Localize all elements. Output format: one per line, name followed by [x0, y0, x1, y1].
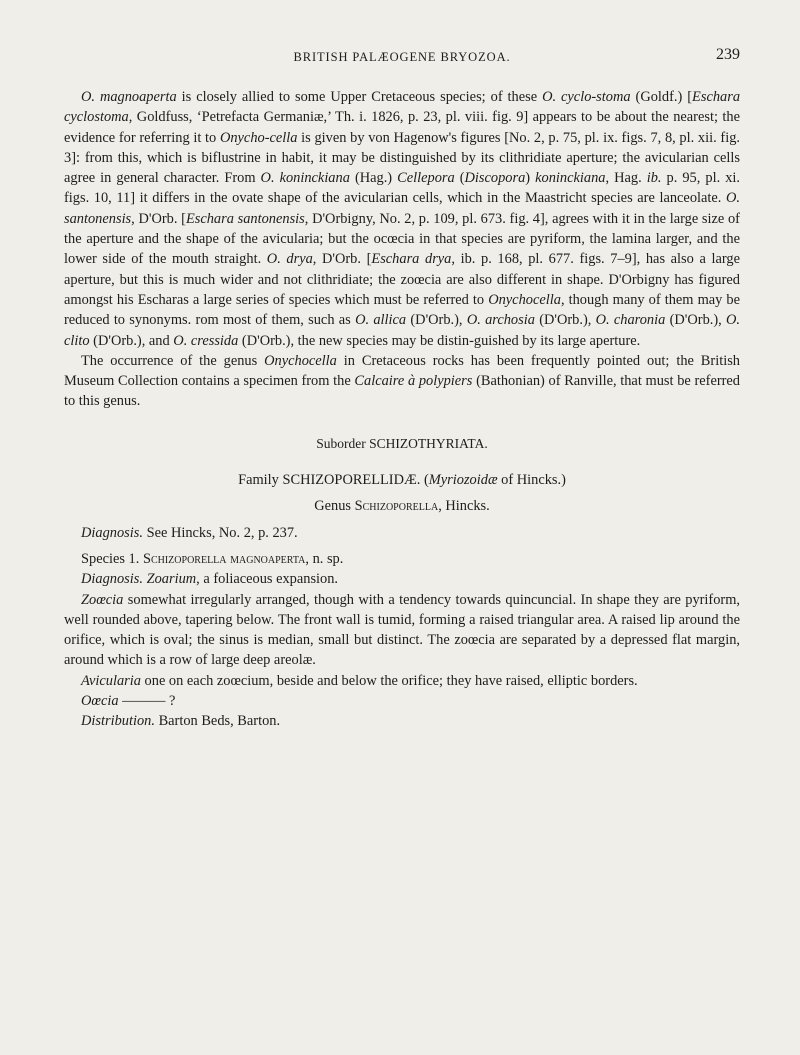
text-run: (D'Orb.), and: [89, 332, 174, 349]
avicularia-term: Avicularia: [81, 672, 141, 689]
taxon-name: O. clito: [64, 312, 741, 349]
page-number: 239: [716, 46, 740, 63]
text-run: (Goldf.) [: [630, 89, 693, 105]
taxon-name: Onychocella: [264, 352, 337, 369]
page-header: [64, 43, 740, 69]
taxon-name: O. allica: [355, 312, 407, 329]
zooecia-term: Zoœcia: [81, 591, 124, 608]
species-label: Species 1.: [81, 550, 143, 567]
taxon-name: O. cressida: [173, 332, 239, 349]
oecia-description: [64, 691, 740, 711]
diagnosis-text: See Hincks, No. 2, p. 237.: [142, 524, 298, 541]
taxon-name: Cellepora: [397, 170, 455, 187]
taxon-name: Eschara cyclostoma: [64, 89, 741, 126]
text-run: (: [454, 170, 465, 187]
oecia-term: Oœcia: [81, 693, 119, 710]
text-run: , ib. p. 168, pl. 677. figs. 7–9], has also a large aperture, but this is much wider and not clithridiate; the zoœcia are also different in shape. D'Orbigny has figured amongst his Escharas a large series of species which must be referred to: [64, 251, 740, 308]
text-run: (Hag.): [349, 170, 398, 187]
species-heading: [64, 549, 740, 569]
taxon-name: Eschara santonensis: [185, 210, 305, 227]
text-run: , D'Orbigny, No. 2, p. 109, pl. 673. fig. 4], agrees with it in the large size of the aperture and the shape of the avicularia; but the ocœcia in that species are pyriform, the lamina larger, and the lower side of the mouth straight.: [64, 210, 740, 268]
species-name: Schizoporella magnoaperta: [142, 550, 306, 567]
taxon-name: O. archosia: [466, 312, 535, 329]
distribution-text: Barton Beds, Barton.: [154, 713, 281, 730]
family-synonym: Myriozoidæ: [428, 472, 498, 489]
running-title: BRITISH PALÆOGENE BRYOZOA.: [293, 50, 511, 64]
zoarium-term: Zoarium: [146, 571, 197, 588]
text-run: (D'Orb.),: [534, 312, 596, 329]
text-run: (D'Orb.),: [406, 312, 467, 329]
page-body: [64, 87, 740, 732]
text-run: is closely allied to some Upper Cretaceous species; of these: [176, 89, 543, 105]
text-run: p. 95, pl. xi. figs. 10, 11] it differs in the ovate shape of the avicularian cells, which in the Maastricht species are lanceolate.: [64, 170, 740, 207]
text-run: (Bathonian) of Ranville, that must be referred to this genus.: [64, 373, 740, 410]
taxon-name: O. santonensis: [64, 190, 740, 227]
text-run: , D'Orb. [: [312, 251, 372, 268]
formation-name: Calcaire à polypiers: [354, 373, 473, 390]
text-run: The occurrence of the genus: [81, 352, 265, 369]
taxon-name: O. charonia: [595, 312, 666, 329]
taxon-name: koninckiana: [535, 170, 606, 187]
citation-abbrev: ib.: [646, 170, 662, 187]
family-heading: [64, 470, 740, 490]
oecia-dash: ———: [118, 693, 169, 710]
taxon-name: Eschara drya: [371, 251, 452, 268]
taxon-name: Discopora: [464, 170, 526, 187]
genus-diagnosis: [64, 523, 740, 543]
taxon-name: O. magnoaperta: [81, 89, 177, 105]
text-run: , Goldfuss, ‘Petrefacta Germaniæ,’ Th. i. 1826, p. 23, pl. viii. fig. 9] appears to be about the nearest; the evidence for referring it to: [64, 109, 740, 146]
oecia-text: ?: [168, 693, 176, 710]
text-run: is given by von Hagenow's figures [No. 2, p. 75, pl. ix. figs. 7, 8, pl. xii. fig. 3]: from this, which is biflustrine in habit, it may be distinguished by its clithridiate aperture; the avicularian cells agree in general character. From: [64, 129, 740, 187]
paragraph-occurrence: [64, 351, 740, 412]
zooecia-text: somewhat irregularly arranged, though with a tendency towards quincuncial. In shape they are pyriform, well rounded above, tapering below. The front wall is tumid, forming a raised triangular area. A raised lip around the orifice, which is oval; the sinus is median, small but distinct. The zoœcia are separated by a depressed flat margin, around which is a row of large deep areolæ.: [64, 591, 740, 669]
suborder-heading: Suborder SCHIZOTHYRIATA.: [316, 435, 488, 451]
diagnosis-label: Diagnosis.: [81, 571, 143, 588]
avicularia-description: [64, 671, 740, 691]
zooecia-description: [64, 590, 740, 671]
distribution-label: Distribution.: [81, 713, 155, 730]
diagnosis-text: , a foliaceous expansion.: [196, 571, 339, 588]
paragraph-comparison: [64, 87, 740, 351]
taxon-name: Onychocella: [488, 291, 561, 308]
genus-label: Genus: [314, 498, 355, 515]
text-run: , Hag.: [605, 170, 647, 187]
distribution-line: [64, 711, 740, 731]
family-author: of Hincks.): [497, 472, 566, 489]
genus-heading: [64, 496, 740, 516]
text-run: ): [525, 170, 536, 187]
text-run: , though many of them may be reduced to synonyms. rom most of them, such as: [64, 291, 740, 329]
avicularia-text: one on each zoœcium, beside and below the orifice; they have raised, elliptic borders.: [140, 672, 638, 689]
genus-name: Schizoporella: [354, 498, 439, 515]
taxon-name: O. cyclo-stoma: [542, 89, 631, 105]
text-run: (D'Orb.), the new species may be distin-guished by its large aperture.: [238, 332, 641, 349]
taxon-name: Onycho-cella: [219, 129, 298, 146]
diagnosis-label: Diagnosis.: [81, 524, 143, 541]
text-run: , D'Orb. [: [131, 210, 186, 227]
taxon-name: O. drya: [266, 251, 313, 268]
genus-author: , Hincks.: [438, 498, 490, 515]
text-run: (D'Orb.),: [665, 312, 727, 329]
text-run: in Cretaceous rocks has been frequently pointed out; the British Museum Collection contains a specimen from the: [64, 352, 740, 390]
species-diagnosis: [64, 569, 740, 589]
taxon-name: O. koninckiana: [260, 170, 350, 187]
species-suffix: , n. sp.: [305, 550, 344, 567]
family-name: Family SCHIZOPORELLIDÆ. (: [238, 472, 429, 489]
